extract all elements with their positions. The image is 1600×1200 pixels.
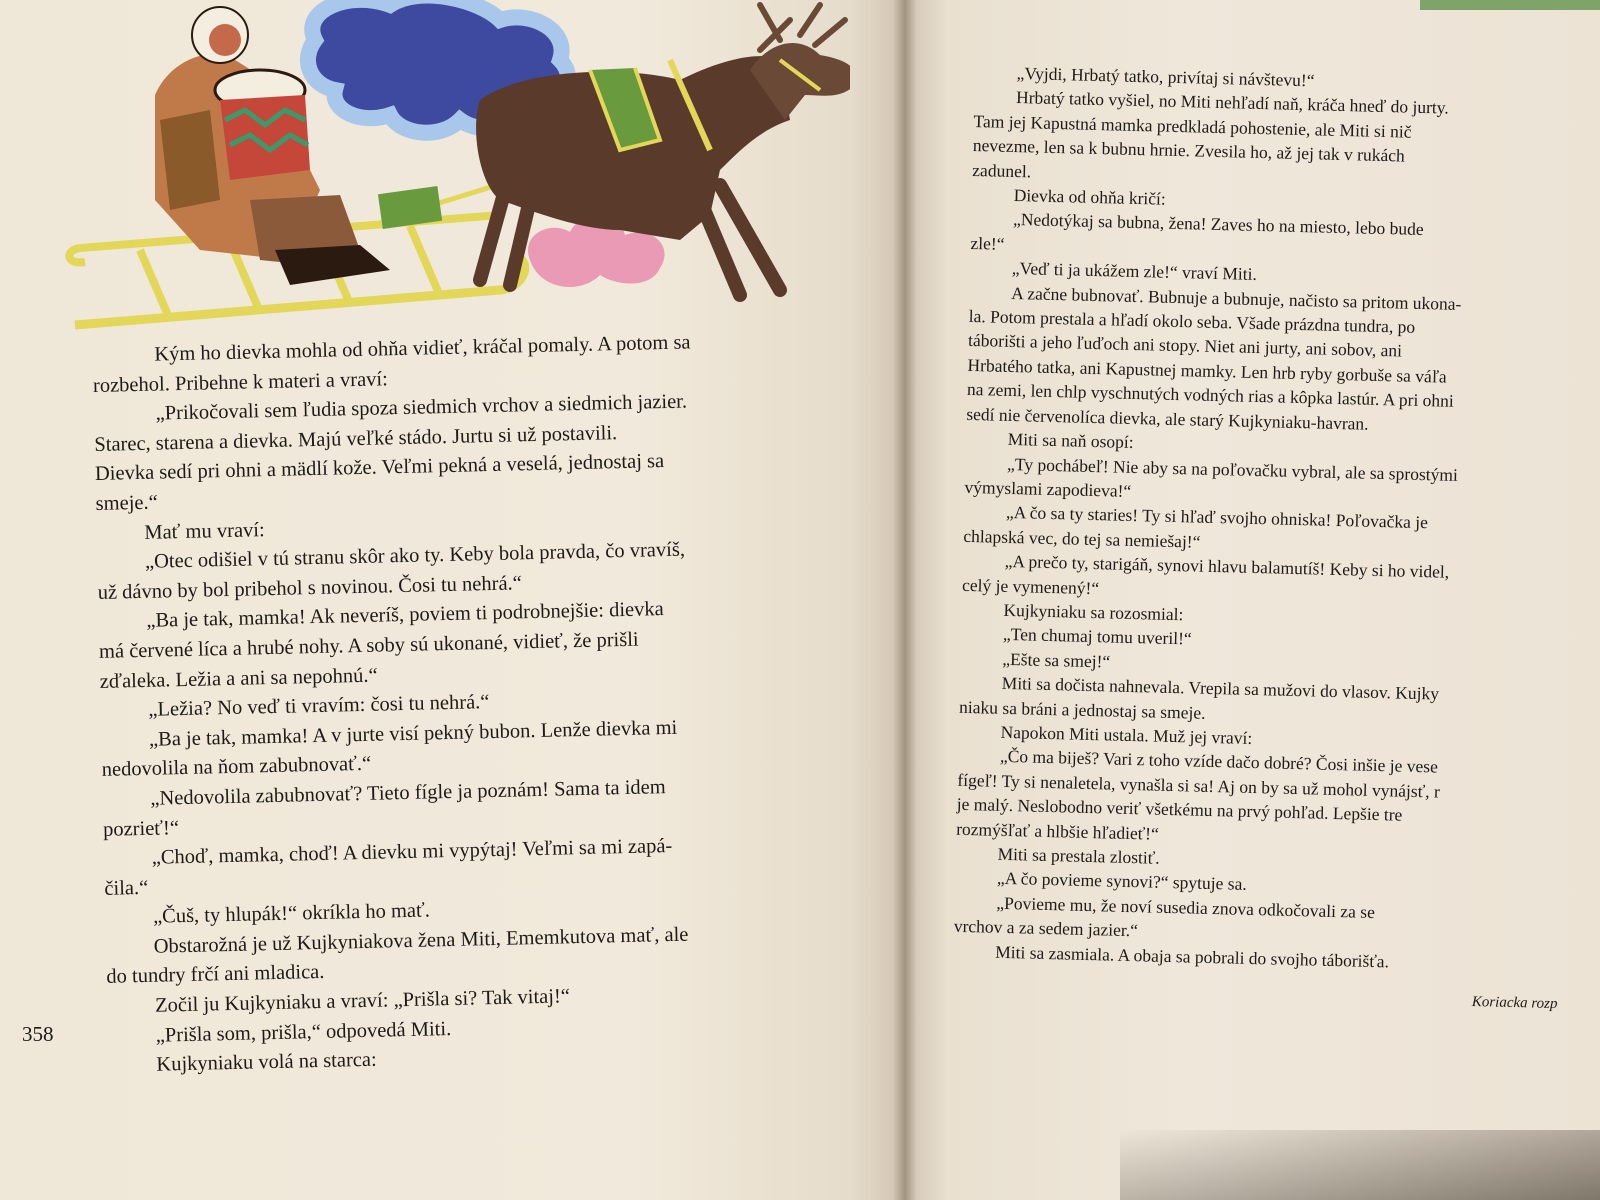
left-text-line: Zočil ju Kujkyniaku a vraví: „Prišla si? Tak vitaj!“ bbox=[154, 985, 571, 1017]
right-text-line: Miti sa dočista nahnevala. Vrepila sa mužovi do vlasov. Kujky bbox=[1001, 672, 1440, 704]
left-text-line: „Prikočovali sem ľudia spoza siedmich vrchov a siedmich jazier. bbox=[155, 390, 688, 425]
right-text-line: Kujkyniaku sa rozosmial: bbox=[1003, 599, 1184, 625]
right-text-line: Miti sa zasmiala. A obaja sa pobrali do svojho táborišťa. bbox=[994, 941, 1390, 972]
right-text-line: Hrbatý tatko vyšiel, no Miti nehľadí naň, kráča hneď do jurty. bbox=[1015, 87, 1450, 118]
right-text-line: celý je vymenený!“ bbox=[961, 574, 1100, 598]
page-number: 358 bbox=[22, 1022, 54, 1046]
right-text-line: na zemi, len chlp vyschnutých vodných rias a kôpka lastúr. A pri ohni bbox=[966, 379, 1455, 412]
right-text-line: Hrbatého tatka, ani Kapustnej mamky. Len hrb ryby gorbuše sa váľa bbox=[967, 354, 1447, 387]
left-text-line: pozrieť!“ bbox=[102, 816, 180, 841]
right-text-line: „Vyjdi, Hrbatý tatko, privítaj si návštevu!“ bbox=[1016, 63, 1315, 91]
bottom-shadow bbox=[1120, 1130, 1600, 1200]
right-text-line: je malý. Neslobodno veriť všetkému na prvý pohľad. Lepšie tre bbox=[956, 793, 1403, 825]
right-text-line: sedí nie červenolíca dievka, ale starý Kujkyniaku-havran. bbox=[966, 403, 1369, 434]
right-text-line: nevezme, len sa k bubnu hrnie. Zvesila ho, až jej tak v rukách bbox=[972, 135, 1406, 166]
right-text-line: vrchov a za sedem jazier.“ bbox=[953, 915, 1139, 941]
right-text-line: zadunel. bbox=[972, 159, 1032, 182]
right-text-line: Miti sa prestala zlostiť. bbox=[997, 843, 1160, 868]
left-text-line: Obstarožná je už Kujkyniakova žena Miti, Ememkutova mať, ale bbox=[153, 923, 689, 958]
left-text-line: má červené líca a hrubé nohy. A soby sú ukonané, vidieť, že prišli bbox=[98, 628, 639, 663]
right-text-line: „Ty pochábeľ! Nie aby sa na poľovačku vybral, ale sa sprostými bbox=[1006, 453, 1459, 485]
right-text-line: Tam jej Kapustná mamka predkladá pohostenie, ale Miti si nič bbox=[973, 110, 1412, 142]
right-text-line: fígeľ! Ty si nenaletela, vynašla si sa! Aj on by sa už mohol vynájsť, r bbox=[957, 769, 1441, 802]
right-text-line: Miti sa naň osopí: bbox=[1007, 429, 1134, 453]
right-text-line: A začne bubnovať. Bubnuje a bubnuje, načisto sa pritom ukona- bbox=[1011, 282, 1462, 314]
left-text-line: Mať mu vraví: bbox=[144, 518, 265, 544]
right-text-line: „Povieme mu, že noví susedia znova odkočovali za se bbox=[996, 892, 1376, 922]
left-text-line: Kým ho dievka mohla od ohňa vidieť, kráčal pomaly. A potom sa bbox=[154, 331, 691, 366]
left-text-line: „Ba je tak, mamka! Ak neveríš, poviem ti podrobnejšie: dievka bbox=[146, 598, 664, 633]
right-page-text bbox=[953, 60, 1600, 978]
source-attribution: Koriacka rozp bbox=[1471, 994, 1558, 1013]
left-text-line: „Prišla som, prišla,“ odpovedá Miti. bbox=[155, 1017, 452, 1047]
left-text-line: už dávno by bol pribehol s novinou. Čosi tu nehrá.“ bbox=[97, 572, 523, 604]
left-text-line: čila.“ bbox=[104, 876, 149, 900]
left-text-line: „Choď, mamka, choď! A dievku mi vypýtaj! Veľmi sa mi zapá- bbox=[151, 835, 673, 869]
right-text-line: „Ten chumaj tomu uveril!“ bbox=[1002, 624, 1192, 649]
left-text-line: „Čuš, ty hlupák!“ okríkla ho mať. bbox=[152, 899, 431, 929]
right-text-line: zle!“ bbox=[970, 232, 1005, 254]
left-text-line: „Ležia? No veď ti vravím: čosi tu nehrá.“ bbox=[148, 691, 490, 721]
right-text-line: výmyslami zapodieva!“ bbox=[964, 476, 1132, 501]
right-text-line: „Čo ma biješ? Vari z toho vzíde dačo dobré? Čosi inšie je vese bbox=[999, 746, 1439, 777]
left-text-line: Dievka sedí pri ohni a mädlí kože. Veľmi pekná a veselá, jednostaj sa bbox=[94, 450, 665, 486]
right-text-line: niaku sa bráni a jednostaj sa smeje. bbox=[958, 696, 1206, 723]
left-text-line: zďaleka. Ležia a ani sa nepohnú.“ bbox=[99, 664, 378, 693]
left-text-line: Starec, starena a dievka. Majú veľké stádo. Jurtu si už postavili. bbox=[94, 421, 618, 456]
right-text-line: „A prečo ty, starigáň, synovi hlavu balamutíš! Keby si ho videl, bbox=[1004, 551, 1450, 582]
right-text-line: la. Potom prestala a hľadí okolo seba. Všade prázdna tundra, po bbox=[968, 305, 1416, 337]
right-text-line: táborišti a jeho ľuďoch ani stopy. Niet ani jurty, ani sobov, ani bbox=[967, 330, 1403, 361]
right-text-line: chlapská vec, do tej sa nemiešaj!“ bbox=[963, 525, 1201, 552]
left-text-line: „Nedovolila zabubnovať? Tieto fígle ja poznám! Sama ta idem bbox=[150, 776, 666, 810]
left-text-line: do tundry frčí ani mladica. bbox=[106, 961, 325, 989]
book-spine bbox=[893, 0, 917, 1200]
right-text-line: „Ešte sa smej!“ bbox=[1002, 648, 1111, 672]
left-text-line: „Ba je tak, mamka! A v jurte visí pekný bubon. Lenže dievka mi bbox=[148, 716, 678, 751]
left-text-line: Kujkyniaku volá na starca: bbox=[156, 1048, 377, 1076]
right-text-line: „Nedotýkaj sa bubna, žena! Zaves ho na miesto, lebo bude bbox=[1012, 209, 1424, 240]
right-text-line: Dievka od ohňa kričí: bbox=[1013, 185, 1167, 209]
left-text-line: „Otec odišiel v tú stranu skôr ako ty. Keby bola pravda, čo vravíš, bbox=[144, 538, 686, 574]
right-text-line: rozmýšľať a hlbšie hľadieť!“ bbox=[955, 818, 1160, 844]
left-text-line: smeje.“ bbox=[95, 491, 158, 515]
right-text-line: „Veď ti ja ukážem zle!“ vraví Miti. bbox=[1011, 258, 1258, 285]
page-corner-strip bbox=[1420, 0, 1600, 10]
right-text-line: Napokon Miti ustala. Muž jej vraví: bbox=[1000, 721, 1253, 748]
left-text-line: nedovolila na ňom zabubnovať.“ bbox=[101, 753, 372, 782]
left-page-text bbox=[92, 326, 809, 1082]
right-text-line: „A čo sa ty staries! Ty si hľaď svojho ohniska! Poľovačka je bbox=[1005, 502, 1429, 533]
reindeer-sled-illustration bbox=[60, 0, 850, 335]
left-text-line: rozbehol. Pribehne k materi a vraví: bbox=[92, 367, 389, 397]
right-text-line: „A čo povieme synovi?“ spytuje sa. bbox=[996, 868, 1247, 895]
